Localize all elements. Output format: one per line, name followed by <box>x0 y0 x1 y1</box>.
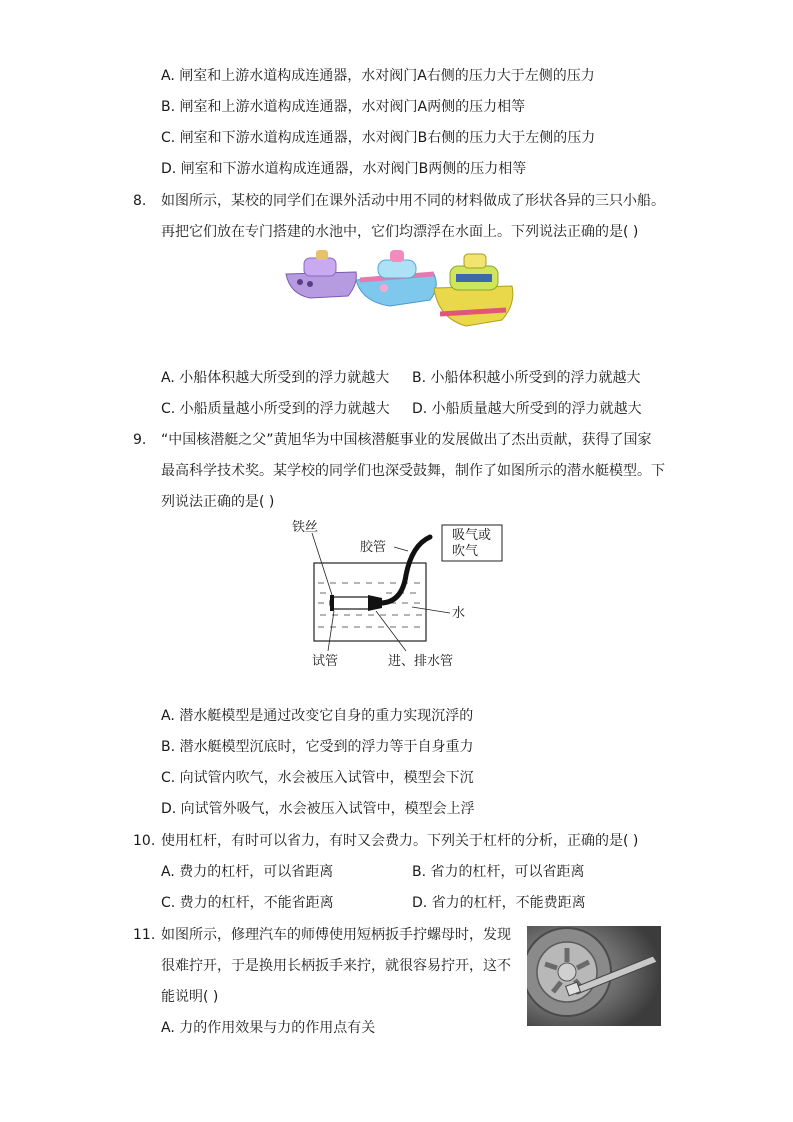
label-air-line1: 吸气或 <box>452 528 492 543</box>
q11-option-a: A. 力的作用效果与力的作用点有关 <box>161 1020 376 1036</box>
q10-option-a: A. 费力的杠杆，可以省距离 <box>161 864 334 880</box>
wrench-wheel-photo <box>527 926 661 1026</box>
q11-stem-line2: 很难拧开，于是换用长柄扳手来拧，就很容易拧开，这不 <box>161 958 511 974</box>
label-iron-wire: 铁丝 <box>292 520 319 535</box>
q10-option-b: B. 省力的杠杆，可以省距离 <box>412 864 585 880</box>
blue-pink-boat <box>356 250 436 306</box>
q8-option-b: B. 小船体积越小所受到的浮力就越大 <box>412 370 641 386</box>
q10-option-d: D. 省力的杠杆，不能费距离 <box>412 895 586 911</box>
q11-number: 11. <box>133 927 156 943</box>
q7-option-a: A. 闸室和上游水道构成连通器，水对阀门A右侧的压力大于左侧的压力 <box>161 68 595 84</box>
label-test-tube: 试管 <box>312 654 339 669</box>
q10-stem: 使用杠杆，有时可以省力，有时又会费力。下列关于杠杆的分析，正确的是( ) <box>161 833 639 849</box>
label-water: 水 <box>452 606 466 621</box>
q10-option-c: C. 费力的杠杆，不能省距离 <box>161 895 334 911</box>
q9-stem-line3: 列说法正确的是( ) <box>161 494 275 510</box>
q9-stem-line1: “中国核潜艇之父”黄旭华为中国核潜艇事业的发展做出了杰出贡献，获得了国家 <box>161 432 652 448</box>
q9-stem-line2: 最高科学技术奖。某学校的同学们也深受鼓舞，制作了如图所示的潜水艇模型。下 <box>161 463 665 479</box>
q9-option-a: A. 潜水艇模型是通过改变它自身的重力实现沉浮的 <box>161 708 474 724</box>
q7-option-d: D. 闸室和下游水道构成连通器，水对阀门B两侧的压力相等 <box>161 161 527 177</box>
q9-number: 9. <box>133 432 147 448</box>
q10-number: 10. <box>133 833 156 849</box>
q8-stem-line2: 再把它们放在专门搭建的水池中，它们均漂浮在水面上。下列说法正确的是( ) <box>161 224 639 240</box>
q9-option-c: C. 向试管内吹气，水会被压入试管中，模型会下沉 <box>161 770 474 786</box>
label-hose: 胶管 <box>360 540 387 555</box>
q8-option-c: C. 小船质量越小所受到的浮力就越大 <box>161 401 390 417</box>
label-air-line2: 吹气 <box>452 544 479 559</box>
q11-stem-line3: 能说明( ) <box>161 989 219 1005</box>
q9-option-b: B. 潜水艇模型沉底时，它受到的浮力等于自身重力 <box>161 739 474 755</box>
q7-option-b: B. 闸室和上游水道构成连通器，水对阀门A两侧的压力相等 <box>161 99 526 115</box>
q8-number: 8. <box>133 193 147 209</box>
q11-stem-line1: 如图所示，修理汽车的师傅使用短柄扳手拧螺母时，发现 <box>161 927 511 943</box>
q8-stem-line1: 如图所示，某校的同学们在课外活动中用不同的材料做成了形状各异的三只小船。 <box>161 193 665 209</box>
q8-option-a: A. 小船体积越大所受到的浮力就越大 <box>161 370 390 386</box>
yellow-green-boat <box>434 254 513 326</box>
q9-option-d: D. 向试管外吸气，水会被压入试管中，模型会上浮 <box>161 801 475 817</box>
purple-boat <box>286 250 356 298</box>
q7-option-c: C. 闸室和下游水道构成连通器，水对阀门B右侧的压力大于左侧的压力 <box>161 130 596 146</box>
q8-option-d: D. 小船质量越大所受到的浮力就越大 <box>412 401 642 417</box>
label-drain-pipe: 进、排水管 <box>388 654 454 669</box>
three-boats-image <box>280 244 520 334</box>
